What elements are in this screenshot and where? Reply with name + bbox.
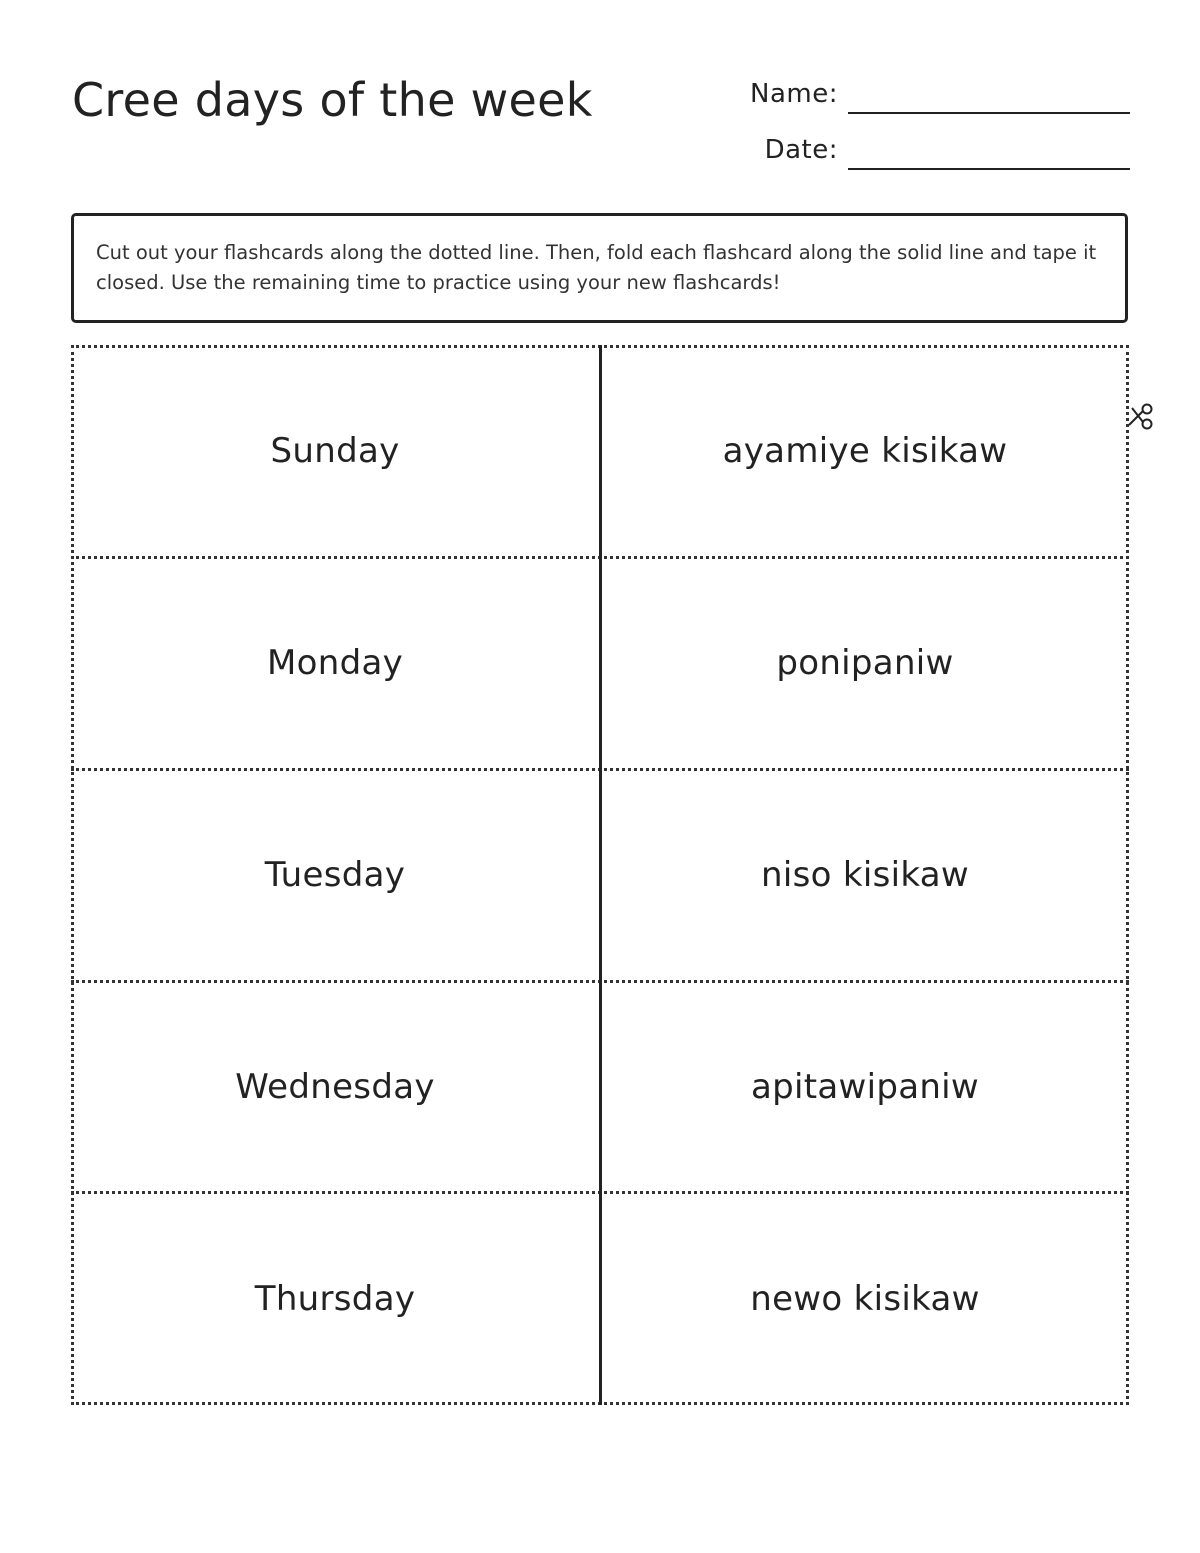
flashcard-cree: niso kisikaw — [761, 855, 969, 895]
flashcard-english: Wednesday — [235, 1067, 435, 1107]
page-title: Cree days of the week — [72, 73, 593, 127]
flashcard-row — [71, 557, 1129, 769]
name-label: Name: — [750, 79, 838, 109]
scissors-icon — [1120, 400, 1160, 440]
flashcard-english: Sunday — [270, 431, 400, 471]
flashcard-sheet — [71, 345, 1129, 1405]
name-write-line — [848, 112, 1130, 114]
flashcard-english: Thursday — [254, 1279, 416, 1319]
flashcard-row — [71, 769, 1129, 981]
flashcard-row — [71, 345, 1129, 557]
flashcard-english: Monday — [266, 643, 404, 683]
date-write-line — [848, 168, 1130, 170]
date-field — [700, 130, 1130, 170]
date-label: Date: — [764, 135, 838, 165]
name-field — [700, 74, 1130, 114]
flashcard-row — [71, 981, 1129, 1193]
flashcard-cree: ayamiye kisikaw — [722, 431, 1008, 471]
flashcard-cree: newo kisikaw — [750, 1279, 980, 1319]
flashcard-cree: ponipaniw — [776, 643, 954, 683]
flashcard-row — [71, 1193, 1129, 1405]
flashcard-cree: apitawipaniw — [750, 1067, 980, 1107]
flashcard-english: Tuesday — [264, 855, 406, 895]
instructions-box: Cut out your flashcards along the dotted line. Then, fold each flashcard along the solid line and tape it closed. Use the remaining time to practice using your new flashcards! — [71, 213, 1128, 323]
